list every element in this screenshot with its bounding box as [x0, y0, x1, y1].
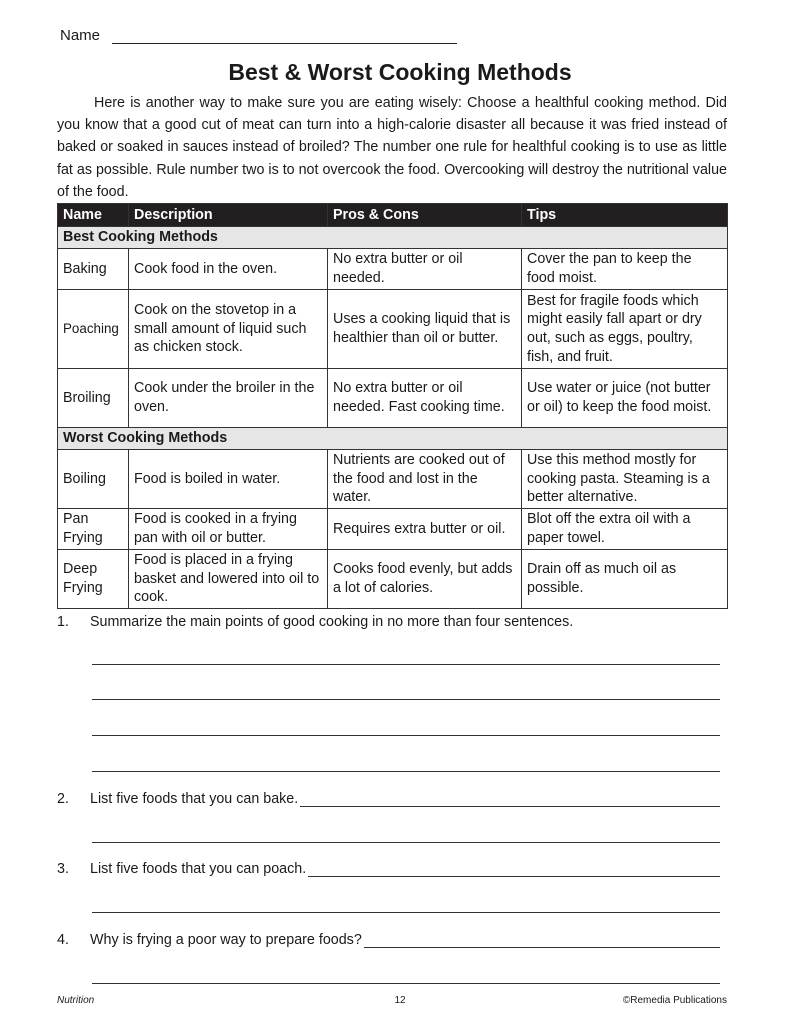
question-text: List five foods that you can poach.: [90, 861, 307, 877]
method-pros-cons: No extra butter or oil needed.: [328, 249, 522, 290]
table-row: [58, 290, 728, 369]
footer-publisher: ©Remedia Publications: [622, 995, 727, 1006]
answer-line[interactable]: [92, 735, 720, 736]
table-row: [58, 550, 728, 609]
table-header-row: [58, 204, 728, 227]
method-pros-cons: Requires extra butter or oil.: [328, 509, 522, 550]
method-name: Boiling: [58, 450, 129, 509]
question-number: 2.: [57, 791, 69, 807]
header-tips: Tips: [522, 204, 728, 227]
method-pros-cons: Nutrients are cooked out of the food and lost in the water.: [328, 450, 522, 509]
section-row-best: [58, 227, 728, 249]
method-description: Food is cooked in a frying pan with oil or butter.: [129, 509, 328, 550]
answer-line[interactable]: [92, 664, 720, 665]
cooking-methods-table: [57, 203, 728, 609]
answer-fill-line[interactable]: [364, 932, 720, 948]
answer-line[interactable]: [92, 699, 720, 700]
answer-line[interactable]: [92, 771, 720, 772]
method-description: Food is boiled in water.: [129, 450, 328, 509]
table-row: [58, 450, 728, 509]
answer-line[interactable]: [92, 912, 720, 913]
method-tips: Use water or juice (not butter or oil) to keep the food moist.: [522, 369, 728, 428]
method-name: Pan Frying: [58, 509, 129, 550]
method-pros-cons: Uses a cooking liquid that is healthier than oil or butter.: [328, 290, 522, 369]
method-tips: Cover the pan to keep the food moist.: [522, 249, 728, 290]
question-4: [57, 932, 720, 948]
page-number: 12: [394, 995, 406, 1006]
answer-line[interactable]: [92, 983, 720, 984]
intro-text: Here is another way to make sure you are eating wisely: Choose a healthful cooking method. Did you know that a good cut of meat can turn into a high-calorie disaster all because it was fried instead of baked or soaked in sauces instead of broiled? The number one rule for healthful cooking is to use as little fat as possible. Rule number two is to not overcook the food. Overcooking will destroy the nutritional value of the food.: [57, 95, 727, 200]
question-text: Summarize the main points of good cooking in no more than four sentences.: [90, 614, 574, 630]
question-text: Why is frying a poor way to prepare foods?: [90, 932, 362, 948]
table-row: [58, 249, 728, 290]
section-row-worst: [58, 428, 728, 450]
header-description: Description: [129, 204, 328, 227]
table-row: [58, 509, 728, 550]
header-name: Name: [58, 204, 129, 227]
question-text: List five foods that you can bake.: [90, 791, 299, 807]
method-description: Cook under the broiler in the oven.: [129, 369, 328, 428]
footer-subject: Nutrition: [57, 995, 95, 1006]
method-name: Baking: [58, 249, 129, 290]
method-pros-cons: No extra butter or oil needed. Fast cooking time.: [328, 369, 522, 428]
method-pros-cons: Cooks food evenly, but adds a lot of calories.: [328, 550, 522, 609]
method-tips: Best for fragile foods which might easily fall apart or dry out, such as eggs, poultry, fish, and fruit.: [522, 290, 728, 369]
name-input-line[interactable]: [112, 27, 457, 44]
question-number: 1.: [57, 614, 69, 630]
method-tips: Drain off as much oil as possible.: [522, 550, 728, 609]
section-label-worst: Worst Cooking Methods: [58, 428, 728, 450]
answer-line[interactable]: [92, 842, 720, 843]
method-tips: Blot off the extra oil with a paper towel.: [522, 509, 728, 550]
question-3: [57, 861, 720, 877]
question-number: 3.: [57, 861, 69, 877]
method-description: Cook food in the oven.: [129, 249, 328, 290]
section-label-best: Best Cooking Methods: [58, 227, 728, 249]
name-label: Name: [60, 27, 101, 44]
method-name: Poaching: [58, 290, 129, 369]
name-field-row: [60, 27, 457, 44]
intro-paragraph: [57, 92, 727, 203]
question-2: [57, 791, 720, 807]
question-1: [57, 614, 727, 630]
header-pros-cons: Pros & Cons: [328, 204, 522, 227]
answer-fill-line[interactable]: [308, 861, 720, 877]
answer-fill-line[interactable]: [300, 791, 720, 807]
question-number: 4.: [57, 932, 69, 948]
page-title: Best & Worst Cooking Methods: [228, 59, 572, 85]
method-tips: Use this method mostly for cooking pasta. Steaming is a better alternative.: [522, 450, 728, 509]
method-name: Broiling: [58, 369, 129, 428]
table-row: [58, 369, 728, 428]
method-name: Deep Frying: [58, 550, 129, 609]
method-description: Food is placed in a frying basket and lowered into oil to cook.: [129, 550, 328, 609]
method-description: Cook on the stovetop in a small amount of liquid such as chicken stock.: [129, 290, 328, 369]
